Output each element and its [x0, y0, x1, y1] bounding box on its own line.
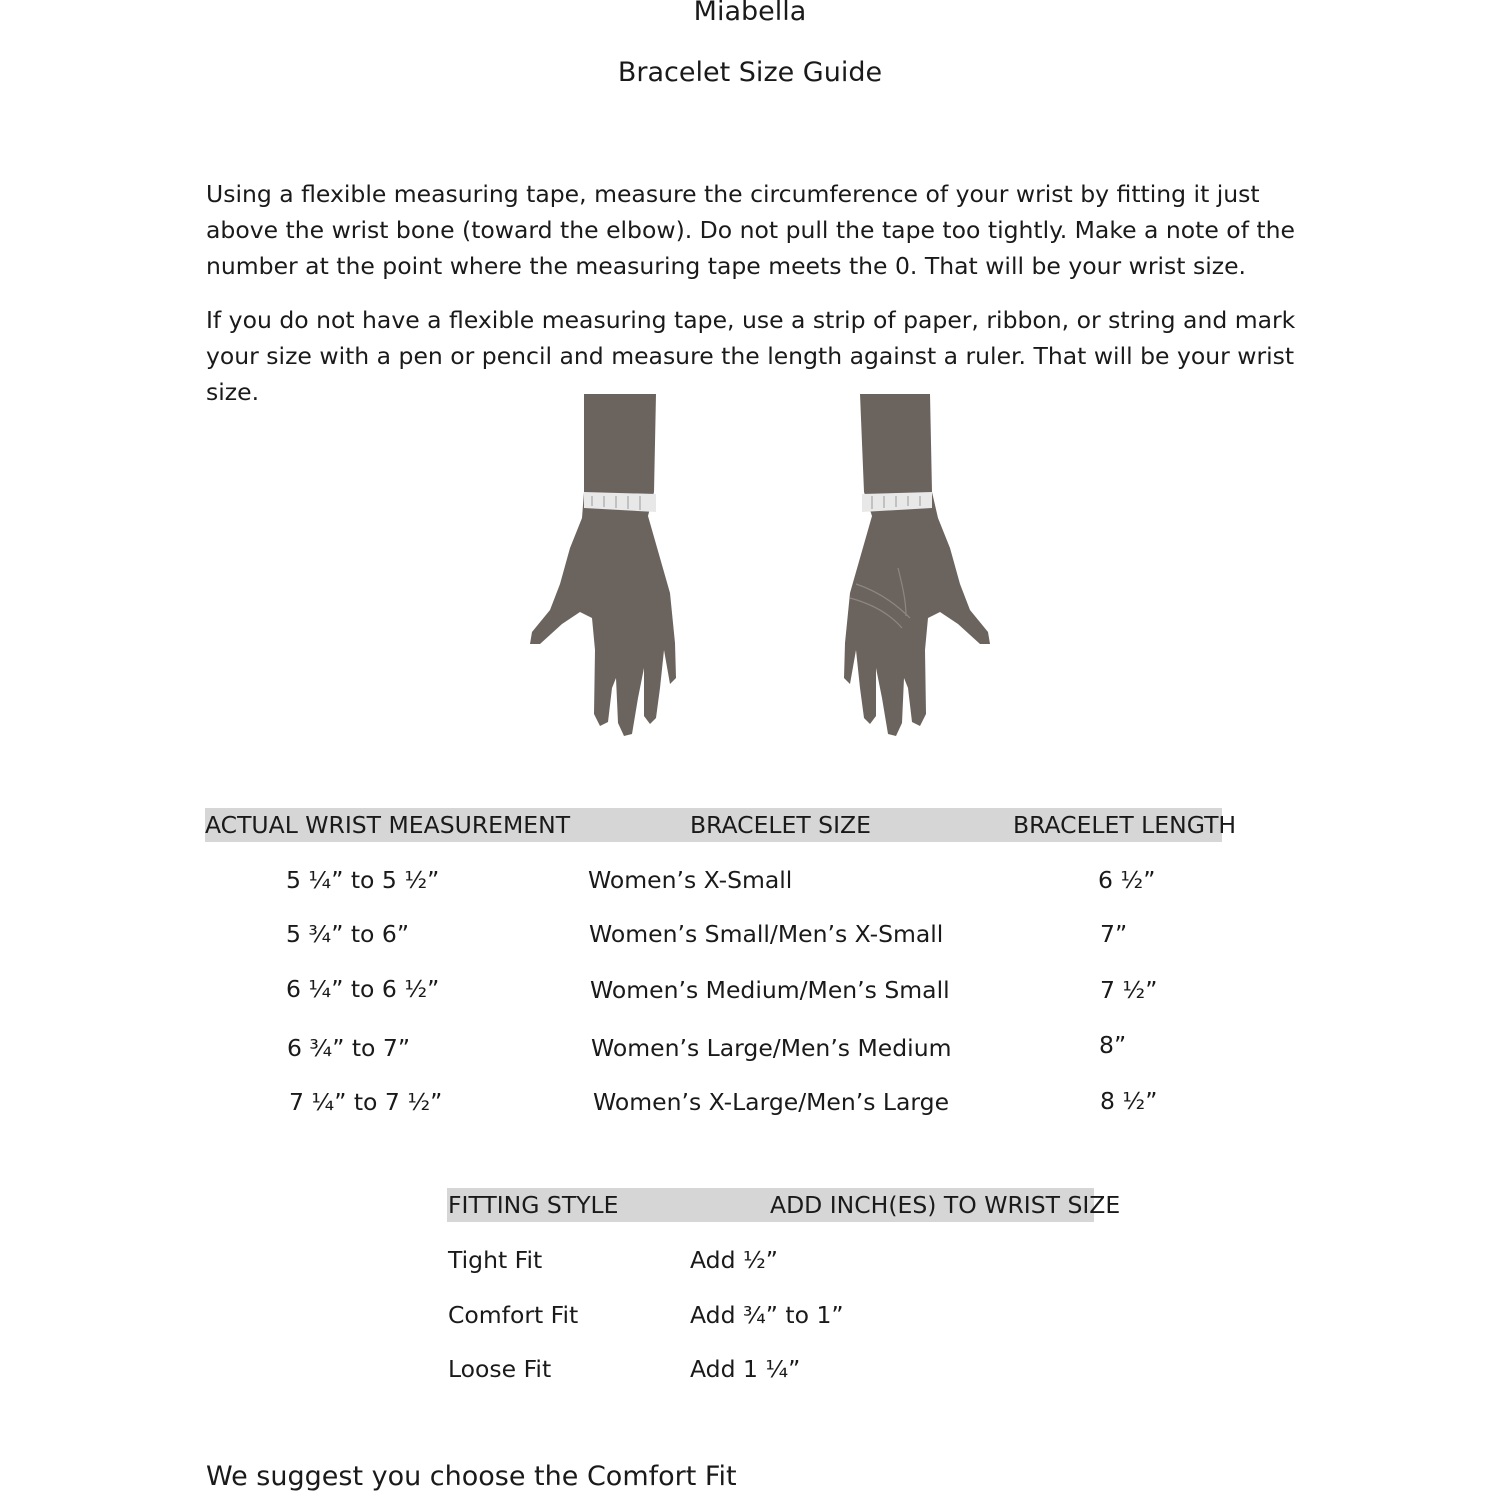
- bracelet-length-cell: 8”: [1099, 1031, 1127, 1059]
- instruction-paragraph-2: If you do not have a flexible measuring tape, use a strip of paper, ribbon, or string and mark your size with a pen or pencil and measure the length against a ruler. That will be your wrist size.: [206, 306, 1296, 406]
- bracelet-length-cell: 7 ½”: [1100, 976, 1158, 1004]
- bracelet-length-cell: 8 ½”: [1100, 1087, 1158, 1115]
- wrist-measurement-cell: 7 ¼” to 7 ½”: [289, 1088, 443, 1116]
- header-add-inches: ADD INCH(ES) TO WRIST SIZE: [770, 1191, 1121, 1219]
- bracelet-size-cell: Women’s X-Large/Men’s Large: [593, 1088, 950, 1116]
- fitting-style-cell: Loose Fit: [448, 1355, 552, 1383]
- bracelet-size-cell: Women’s Large/Men’s Medium: [591, 1034, 952, 1062]
- wrist-measurement-cell: 6 ¼” to 6 ½”: [286, 975, 440, 1003]
- wrist-measurement-cell: 6 ¾” to 7”: [287, 1034, 411, 1062]
- wrist-measurement-cell: 5 ¼” to 5 ½”: [286, 866, 440, 894]
- suggestion-text: We suggest you choose the Comfort Fit: [206, 1461, 737, 1492]
- size-table-header: [205, 808, 1237, 842]
- bracelet-size-cell: Women’s X-Small: [588, 866, 793, 894]
- add-inches-cell: Add 1 ¼”: [690, 1355, 801, 1383]
- add-inches-cell: Add ¾” to 1”: [690, 1301, 844, 1329]
- header-wrist-measurement: ACTUAL WRIST MEASUREMENT: [205, 811, 571, 839]
- fitting-style-cell: Comfort Fit: [448, 1301, 579, 1329]
- header-bracelet-length: BRACELET LENGTH: [1013, 811, 1237, 839]
- right-hand-icon: [844, 394, 990, 736]
- bracelet-length-cell: 6 ½”: [1098, 866, 1156, 894]
- bracelet-size-cell: Women’s Medium/Men’s Small: [590, 976, 950, 1004]
- hands-with-measuring-tape-icon: [500, 388, 1020, 748]
- page-title: Bracelet Size Guide: [617, 57, 883, 88]
- brand-name: Miabella: [693, 0, 807, 27]
- instruction-paragraph-1: Using a flexible measuring tape, measure the circumference of your wrist by fitting it just above the wrist bone (toward the elbow). Do not pull the tape too tightly. Make a note of the number at the point where the measuring tape meets the 0. That will be your wrist size.: [206, 180, 1295, 280]
- header-bracelet-size: BRACELET SIZE: [690, 811, 871, 839]
- add-inches-cell: Add ½”: [690, 1246, 778, 1274]
- header-fitting-style: FITTING STYLE: [448, 1191, 619, 1219]
- wrist-measurement-cell: 5 ¾” to 6”: [286, 920, 410, 948]
- left-hand-icon: [530, 394, 676, 736]
- bracelet-size-cell: Women’s Small/Men’s X-Small: [589, 920, 944, 948]
- fitting-style-cell: Tight Fit: [448, 1246, 543, 1274]
- fit-table-header: [447, 1188, 1121, 1222]
- bracelet-length-cell: 7”: [1100, 920, 1128, 948]
